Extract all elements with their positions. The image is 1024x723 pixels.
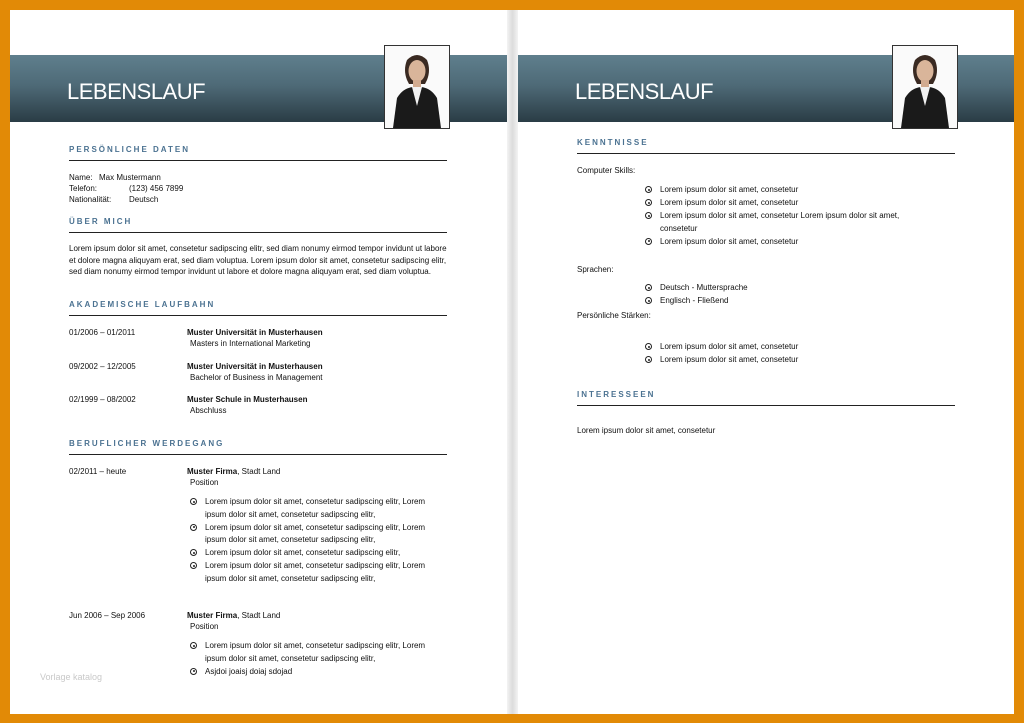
section-heading-personal: PERSÖNLICHE DATEN xyxy=(69,145,447,161)
banner-title: LEBENSLAUF xyxy=(575,79,714,104)
bullet-icon xyxy=(190,549,197,556)
name-label: Name: xyxy=(69,173,93,182)
bullet-text: Lorem ipsum dolor sit amet, consetetur sadipscing elitr, Lorem ipsum dolor sit amet, consetetur sadipscing elitr, xyxy=(205,522,426,544)
bullet-text: Lorem ipsum dolor sit amet, consetetur xyxy=(660,236,799,246)
list-item xyxy=(190,666,442,679)
strengths-label: Persönliche Stärken: xyxy=(577,311,651,320)
career-company: Muster Firma xyxy=(187,611,238,620)
bullet-icon xyxy=(645,356,652,363)
career-date: 02/2011 – heute xyxy=(69,467,127,476)
academic-degree: Abschluss xyxy=(190,406,227,415)
bullet-text: Lorem ipsum dolor sit amet, consetetur sadipscing elitr, Lorem ipsum dolor sit amet, consetetur sadipscing elitr, xyxy=(205,561,426,583)
section-heading-interests: INTERESSEEN xyxy=(577,390,955,406)
list-item xyxy=(645,295,925,308)
academic-date: 02/1999 – 08/2002 xyxy=(69,395,136,404)
name-value: Max Mustermann xyxy=(99,173,161,182)
list-item xyxy=(190,496,442,521)
section-heading-academic: AKADEMISCHE LAUFBAHN xyxy=(69,300,447,316)
bullet-text: Lorem ipsum dolor sit amet, consetetur sadipscing elitr, Lorem ipsum dolor sit amet, consetetur sadipscing elitr, xyxy=(205,641,426,663)
list-item xyxy=(190,547,442,560)
academic-date: 09/2002 – 12/2005 xyxy=(69,362,136,371)
academic-date: 01/2006 – 01/2011 xyxy=(69,328,136,337)
bullet-text: Lorem ipsum dolor sit amet, consetetur xyxy=(660,342,799,351)
resume-page-1 xyxy=(10,10,507,714)
academic-title: Muster Schule in Musterhausen xyxy=(187,395,308,404)
watermark: Vorlage katalog xyxy=(40,672,103,682)
profile-photo xyxy=(892,45,958,129)
languages-label: Sprachen: xyxy=(577,265,614,274)
career-company-line xyxy=(187,466,280,478)
bullet-icon xyxy=(645,297,652,304)
bullet-text: Lorem ipsum dolor sit amet, consetetur Lorem ipsum dolor sit amet, consetetur xyxy=(660,211,900,233)
bullet-icon xyxy=(645,186,652,193)
list-item xyxy=(190,560,442,585)
career-bullets xyxy=(190,640,442,679)
bullet-icon xyxy=(190,524,197,531)
career-company-line xyxy=(187,610,280,622)
nationality-value: Deutsch xyxy=(129,195,159,204)
bullet-text: Englisch - Fließend xyxy=(660,296,729,305)
academic-degree: Bachelor of Business in Management xyxy=(190,373,323,382)
list-item xyxy=(190,522,442,547)
about-text: Lorem ipsum dolor sit amet, consetetur sadipscing elitr, sed diam nonumy eirmod tempor invidunt ut labore et dolore magna aliquyam erat, sed diam voluptua. Lorem ipsum dolor sit amet, consetetur sadipscing elitr, sed diam nonumy eirmod tempor invidunt ut labore et dolore magna aliquyam erat, sed diam voluptua. xyxy=(69,244,447,276)
phone-value: (123) 456 7899 xyxy=(129,184,184,193)
bullet-text: Lorem ipsum dolor sit amet, consetetur xyxy=(660,185,799,194)
bullet-text: Deutsch - Muttersprache xyxy=(660,283,748,292)
banner-title: LEBENSLAUF xyxy=(67,79,206,104)
career-bullets xyxy=(190,496,442,586)
bullet-icon xyxy=(190,642,197,649)
bullet-text: Lorem ipsum dolor sit amet, consetetur sadipscing elitr, xyxy=(205,548,401,557)
bullet-icon xyxy=(190,562,197,569)
list-item xyxy=(645,236,925,249)
career-location: , Stadt Land xyxy=(237,611,281,620)
strengths-list xyxy=(645,341,925,367)
bullet-icon xyxy=(645,284,652,291)
section-heading-about: ÜBER MICH xyxy=(69,217,447,233)
bullet-text: Asjdoi joaisj doiaj sdojad xyxy=(205,666,293,676)
bullet-text: Lorem ipsum dolor sit amet, consetetur sadipscing elitr, Lorem ipsum dolor sit amet, consetetur sadipscing elitr, xyxy=(205,497,426,519)
career-date: Jun 2006 – Sep 2006 xyxy=(69,611,146,620)
nationality-label: Nationalität: xyxy=(69,195,112,204)
computer-skills-label: Computer Skills: xyxy=(577,166,636,175)
list-item xyxy=(645,282,925,295)
computer-skills-list xyxy=(645,184,925,249)
bullet-icon xyxy=(645,343,652,350)
page-gap xyxy=(507,10,518,714)
languages-list xyxy=(645,282,925,308)
career-position: Position xyxy=(190,478,219,487)
academic-title: Muster Universität in Musterhausen xyxy=(187,328,323,337)
list-item xyxy=(645,210,925,235)
career-location: , Stadt Land xyxy=(237,467,281,476)
resume-page-2 xyxy=(518,10,1014,714)
section-heading-skills: KENNTNISSE xyxy=(577,138,955,154)
bullet-icon xyxy=(190,498,197,505)
list-item xyxy=(645,197,925,210)
list-item xyxy=(645,184,925,197)
career-company: Muster Firma xyxy=(187,467,238,476)
list-item xyxy=(645,341,925,354)
interests-text: Lorem ipsum dolor sit amet, consetetur xyxy=(577,426,716,435)
career-position: Position xyxy=(190,622,219,631)
profile-photo xyxy=(384,45,450,129)
section-heading-career: BERUFLICHER WERDEGANG xyxy=(69,439,447,455)
bullet-icon xyxy=(190,668,197,675)
bullet-text: Lorem ipsum dolor sit amet, consetetur xyxy=(660,198,799,207)
academic-title: Muster Universität in Musterhausen xyxy=(187,362,323,371)
list-item xyxy=(190,640,442,665)
list-item xyxy=(645,354,925,367)
academic-degree: Masters in International Marketing xyxy=(190,339,311,348)
bullet-icon xyxy=(645,212,652,219)
bullet-text: Lorem ipsum dolor sit amet, consetetur xyxy=(660,355,799,364)
bullet-icon xyxy=(645,238,652,245)
phone-label: Telefon: xyxy=(69,184,98,193)
bullet-icon xyxy=(645,199,652,206)
